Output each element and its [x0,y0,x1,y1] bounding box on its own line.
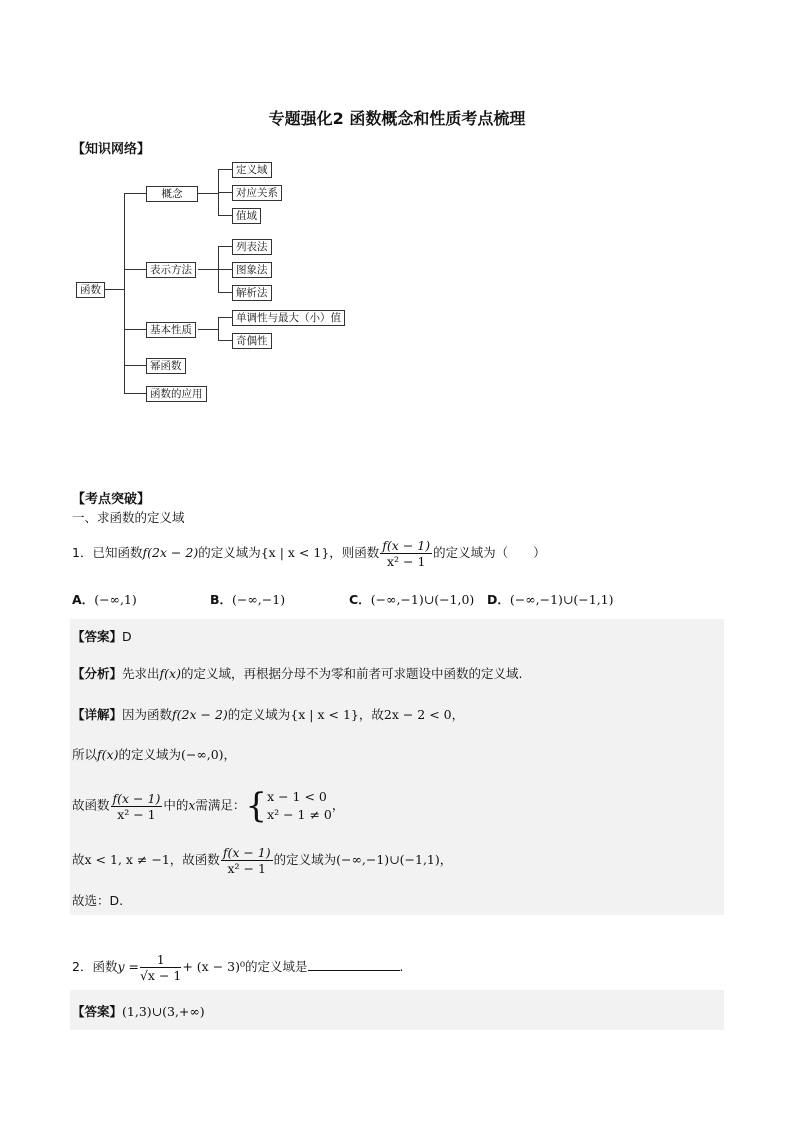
detail-interval: (−∞,−1)∪(−1,1) [336,852,440,867]
tree-root: 函数 [76,282,105,298]
option-value: (−∞,−1) [232,592,286,607]
detail-text-2: 的定义域为 [227,707,291,722]
tree-leaf-domain: 定义域 [232,162,272,178]
detail-tag: 【详解】 [72,707,123,722]
tree-leaf-correspondence: 对应关系 [232,185,282,201]
tree-branch-application: 函数的应用 [146,386,207,402]
detail-text-4: ， [331,797,345,813]
question-2 [72,952,404,983]
q2-answer [72,1002,205,1020]
condition-system [267,788,332,824]
tree-branch-representation: 表示方法 [146,262,196,278]
option-label: D． [487,592,510,607]
detail-text: 故函数 [72,797,110,813]
answer-tag: 【答案】 [72,629,123,644]
detail-text: 故 [72,852,85,867]
detail-fraction-den: x² − 1 [227,861,266,876]
q1-option-a [72,590,137,608]
question-1 [72,538,546,569]
option-label: C． [349,592,371,607]
q1-set: {x | x < 1} [260,545,330,560]
detail-text-3: ，故 [358,707,384,722]
detail-text: 因为函数 [122,707,173,722]
tree-leaf-graph-method: 图象法 [232,262,272,278]
tree-leaf-parity: 奇偶性 [232,333,272,349]
q2-term: + (x − 3)⁰ [182,959,245,974]
detail-text-2: 中的 [163,797,189,813]
option-label: A． [72,592,95,607]
q1-text: 的定义域为 [198,545,261,560]
system-brace: { [245,786,268,826]
detail-text-3: 的定义域为 [273,852,337,867]
q1-detail-line-2 [72,745,236,763]
analysis-text-2: 的定义域，再根据分母不为零和前者可求题设中函数的定义域. [180,666,523,681]
tree-leaf-range: 值域 [232,208,261,224]
tree-leaf-monotonicity: 单调性与最大（小）值 [232,310,345,326]
page-title: 专题强化2 函数概念和性质考点梳理 [268,109,526,128]
detail-text-2: ，故函数 [169,852,220,867]
q1-answer [72,627,132,645]
q2-prefix: 2．函数 [72,959,118,974]
q1-prefix: 1．已知函数 [72,545,143,560]
answer-value: (1,3)∪(3,+∞) [122,1004,205,1019]
breakthrough-heading: 【考点突破】 [72,492,151,507]
q1-fraction-num: f(x − 1) [382,538,431,553]
detail-text-4: ， [439,852,453,867]
q1-choose: 故选：D. [72,893,124,908]
option-value: (−∞,−1)∪(−1,1) [509,592,614,607]
q1-option-d [487,590,614,608]
q1-detail-line-3 [72,788,344,824]
tree-leaf-table-method: 列表法 [232,239,272,255]
detail-text-4: ， [451,707,465,722]
detail-text-3: 需满足： [195,797,246,813]
tree-branch-concept: 概念 [146,186,198,202]
detail-text: 所以 [72,747,98,762]
detail-fraction [111,791,163,822]
q1-detail-line-4 [72,845,452,876]
option-value: (−∞,−1)∪(−1,0) [370,592,475,607]
detail-text-2: 的定义域为 [118,747,181,762]
q2-y: y = [117,959,139,974]
answer-value: D [122,629,132,644]
section-heading-domain: 一、求函数的定义域 [72,510,185,525]
q2-fraction-num: 1 [140,952,181,968]
q1-option-c [349,590,474,608]
detail-interval: (−∞,0) [180,747,224,762]
q1-analysis [72,664,522,682]
q1-option-b [210,590,285,608]
condition-2: x² − 1 ≠ 0 [267,807,332,822]
q1-suffix: 的定义域为（ ） [433,545,546,560]
detail-variable: x [188,797,196,813]
q2-fraction-den: √x − 1 [139,968,182,983]
tree-branch-properties: 基本性质 [146,322,196,338]
q2-end: . [399,959,404,974]
option-label: B． [210,592,233,607]
q1-text-2: ，则函数 [329,545,380,560]
analysis-text: 先求出 [122,666,160,681]
detail-text-3: ， [223,747,237,762]
q1-fraction-den: x² − 1 [386,554,426,569]
detail-inequality: 2x − 2 < 0 [383,707,452,722]
tree-leaf-formula-method: 解析法 [232,285,272,301]
analysis-function: f(x) [159,666,181,681]
detail-function: f(2x − 2) [172,707,228,722]
detail-fraction-num: f(x − 1) [112,790,161,806]
analysis-tag: 【分析】 [72,666,123,681]
option-value: (−∞,1) [94,592,137,607]
q2-fraction [140,952,181,983]
detail-function: f(x) [97,747,119,762]
q1-detail-line-1 [72,705,464,723]
detail-fraction-num: f(x − 1) [222,845,271,860]
detail-condition: x < 1, x ≠ −1 [84,852,170,867]
q1-function: f(2x − 2) [142,545,199,560]
q2-answer-blank[interactable] [308,958,400,971]
detail-fraction [221,845,273,876]
q1-fraction [380,538,432,569]
knowledge-network-heading: 【知识网络】 [72,142,151,157]
q2-suffix: 的定义域是 [245,959,308,974]
condition-1: x − 1 < 0 [267,789,327,804]
detail-set: {x | x < 1} [290,707,359,722]
answer-tag: 【答案】 [72,1004,123,1019]
detail-fraction-den: x² − 1 [117,806,156,822]
tree-branch-power-function: 幂函数 [146,358,186,374]
